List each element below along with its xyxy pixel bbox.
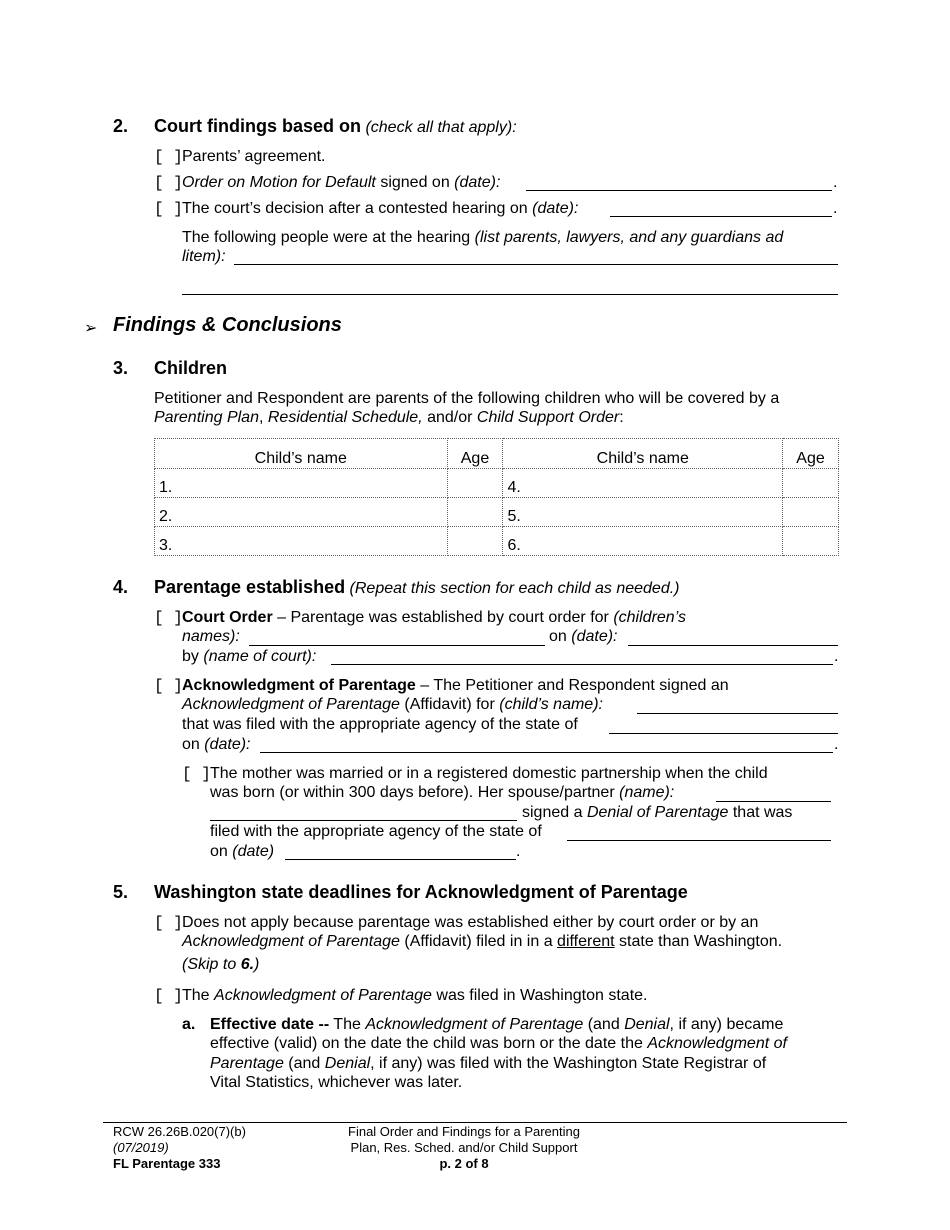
- checkbox-filed-in-wa[interactable]: [ ]: [154, 987, 183, 1005]
- default-order-date-line[interactable]: [526, 190, 832, 191]
- on-text: on: [210, 843, 228, 860]
- period: .: [834, 648, 839, 665]
- ack-italic: Acknowledgment of Parentage: [182, 696, 400, 713]
- spouse-text: was born (or within 300 days before). Her spouse/partner: [210, 784, 615, 801]
- parents-agreement-label: Parents’ agreement.: [182, 148, 326, 165]
- denial-state-line[interactable]: [567, 840, 831, 841]
- denial-italic: Denial: [324, 1055, 371, 1072]
- state-than-wa: state than Washington.: [619, 933, 783, 950]
- court-name-line[interactable]: [331, 664, 833, 665]
- footer-form-number: FL Parentage 333: [113, 1156, 221, 1171]
- court-name-label: (name of court):: [203, 648, 317, 665]
- ack-italic: Acknowledgment of Parentage: [365, 1016, 584, 1033]
- section-5-number: 5.: [113, 882, 129, 902]
- arrow-bullet-icon: ➢: [84, 320, 98, 337]
- section-4-heading: [154, 577, 680, 598]
- different-underlined: different: [557, 933, 615, 950]
- child-name-cell[interactable]: 3.: [155, 527, 448, 556]
- comma: ,: [258, 409, 264, 426]
- hearing-note-cont: litem):: [182, 248, 226, 265]
- by-text: by: [182, 648, 199, 665]
- mother-married-line1: The mother was married or in a registered domestic partnership when the child: [210, 765, 768, 782]
- date-label: (date):: [454, 174, 501, 191]
- column-header: Child’s name: [155, 439, 448, 469]
- section-4-note: (Repeat this section for each child as needed.): [349, 580, 680, 597]
- filed-in-wa-text: was filed in Washington state.: [436, 987, 648, 1004]
- on-text: on: [549, 628, 567, 645]
- effective-date-line4: Vital Statistics, whichever was later.: [210, 1074, 463, 1091]
- effective-text: effective (valid) on the date the child was born or the date the: [210, 1035, 643, 1052]
- table-row: [155, 469, 839, 498]
- section-5-title: Washington state deadlines for Acknowledgment of Parentage: [154, 882, 688, 902]
- children-table: [154, 438, 839, 556]
- ack-state-line[interactable]: [609, 733, 838, 734]
- checkbox-default-order[interactable]: [ ]: [154, 174, 183, 192]
- mother-married-line2: [210, 784, 674, 802]
- does-not-apply-line1: Does not apply because parentage was established either by court order or by an: [182, 914, 759, 931]
- court-order-text: – Parentage was established by court order for: [277, 609, 609, 626]
- ack-date-line[interactable]: [260, 752, 833, 753]
- registrar-text: , if any) was filed with the Washington State Registrar of: [370, 1055, 767, 1072]
- skip-to-text: [182, 956, 259, 974]
- denial-date-line[interactable]: [285, 859, 516, 860]
- signed-on-text: signed on: [380, 174, 450, 191]
- section-3-title: Children: [154, 358, 228, 378]
- signed-a: signed a: [522, 804, 583, 821]
- affidavit-for: (Affidavit) for: [404, 696, 495, 713]
- ack-child-name-line[interactable]: [637, 713, 838, 714]
- hearing-attendees-line-1[interactable]: [234, 264, 838, 265]
- that-was: that was: [732, 804, 793, 821]
- item-a-letter: a.: [182, 1016, 196, 1033]
- effective-date-line3: [210, 1055, 766, 1073]
- section-2-number: 2.: [113, 116, 129, 136]
- children-paragraph-line2: [154, 409, 624, 427]
- child-name-cell[interactable]: 2.: [155, 498, 448, 527]
- by-court-label: [182, 648, 316, 666]
- date-label: (date):: [532, 200, 579, 217]
- checkbox-parents-agreement[interactable]: [ ]: [154, 148, 183, 166]
- column-header: Age: [783, 439, 839, 469]
- if-any-became: , if any) became: [669, 1016, 784, 1033]
- contested-hearing-date-line[interactable]: [610, 216, 832, 217]
- ack-of-italic: Acknowledgment of: [647, 1035, 787, 1052]
- ack-italic: Acknowledgment of Parentage: [182, 933, 400, 950]
- on-text: on: [182, 736, 200, 753]
- colon: :: [619, 409, 624, 426]
- ack-italic: Acknowledgment of Parentage: [214, 987, 432, 1004]
- skip-section-number: 6.: [240, 956, 255, 973]
- date-label: (date):: [204, 736, 251, 753]
- close-paren: ): [254, 956, 260, 973]
- period: .: [833, 200, 838, 217]
- checkbox-mother-married[interactable]: [ ]: [182, 765, 211, 783]
- ack-line1: [182, 677, 729, 695]
- child-name-cell[interactable]: 5.: [503, 498, 783, 527]
- section-3-number: 3.: [113, 358, 129, 378]
- child-age-cell[interactable]: [447, 527, 503, 556]
- child-age-cell[interactable]: [783, 498, 839, 527]
- footer-rule: [103, 1122, 847, 1123]
- findings-conclusions-heading: Findings & Conclusions: [113, 314, 342, 336]
- hearing-note: (list parents, lawyers, and any guardians ad: [474, 229, 784, 246]
- child-support-order: Child Support Order: [476, 409, 620, 426]
- footer-title-line1: Final Order and Findings for a Parenting: [348, 1124, 580, 1139]
- parenting-plan: Parenting Plan: [154, 409, 259, 426]
- child-name-label: (child’s name):: [499, 696, 603, 713]
- period: .: [516, 843, 521, 860]
- ack-filed-state: that was filed with the appropriate agency of the state of: [182, 716, 578, 733]
- parentage-italic: Parentage: [210, 1055, 284, 1072]
- ack-bold: Acknowledgment of Parentage: [182, 677, 416, 694]
- effective-date-line2: [210, 1035, 787, 1053]
- table-row: [155, 527, 839, 556]
- table-header-row: [155, 439, 839, 469]
- denial-signed-text: [522, 804, 792, 822]
- child-age-cell[interactable]: [783, 469, 839, 498]
- spouse-name-line-1[interactable]: [716, 801, 831, 802]
- default-order-label: [182, 174, 500, 192]
- hearing-attendees-line-2[interactable]: [182, 294, 838, 295]
- spouse-name-line-2[interactable]: [210, 820, 517, 821]
- children-names-line[interactable]: [249, 645, 545, 646]
- effective-date-line1: [210, 1016, 783, 1034]
- child-name-cell[interactable]: 4.: [503, 469, 783, 498]
- footer-title-line2: Plan, Res. Sched. and/or Child Support: [350, 1140, 578, 1155]
- ack-line2: [182, 696, 603, 714]
- column-header: Age: [447, 439, 503, 469]
- date-label: (date):: [571, 628, 618, 645]
- footer-revision-date: (07/2019): [113, 1140, 169, 1155]
- ack-on-date: [182, 736, 251, 754]
- names-label: names):: [182, 628, 240, 645]
- court-order-date-line[interactable]: [628, 645, 838, 646]
- section-2-title: Court findings based on: [154, 116, 361, 136]
- does-not-apply-line2: [182, 933, 782, 951]
- checkbox-court-order[interactable]: [ ]: [154, 609, 183, 627]
- name-label: (name):: [619, 784, 675, 801]
- section-4-number: 4.: [113, 577, 129, 597]
- filed-in-wa-label: [182, 987, 647, 1005]
- skip-to: (Skip to: [182, 956, 237, 973]
- children-paragraph-line1: Petitioner and Respondent are parents of the following children who will be covered by a: [154, 390, 780, 407]
- default-order-title: Order on Motion for Default: [182, 174, 376, 191]
- section-2-heading: [154, 116, 517, 137]
- footer-rcw: RCW 26.26B.020(7)(b): [113, 1124, 246, 1139]
- hearing-text: The following people were at the hearing: [182, 229, 471, 246]
- contested-hearing-text: The court’s decision after a contested hearing on: [182, 200, 528, 217]
- contested-hearing-label: [182, 200, 578, 218]
- footer-page-number: p. 2 of 8: [439, 1156, 489, 1171]
- denial-of-parentage: Denial of Parentage: [586, 804, 729, 821]
- date-label: (date): [232, 843, 275, 860]
- ack-text: – The Petitioner and Respondent signed an: [420, 677, 729, 694]
- child-age-cell[interactable]: [447, 498, 503, 527]
- hearing-attendees-text: [182, 229, 783, 247]
- the-text: The: [182, 987, 210, 1004]
- column-header: Child’s name: [503, 439, 783, 469]
- child-age-cell[interactable]: [783, 527, 839, 556]
- checkbox-does-not-apply[interactable]: [ ]: [154, 914, 183, 932]
- residential-schedule: Residential Schedule,: [267, 409, 423, 426]
- court-order-line1: [182, 609, 686, 627]
- child-name-cell[interactable]: 1.: [155, 469, 448, 498]
- court-order-bold: Court Order: [182, 609, 273, 626]
- denial-italic: Denial: [624, 1016, 670, 1033]
- on-date-label: [549, 628, 618, 646]
- denial-on-date: [210, 843, 274, 861]
- child-name-cell[interactable]: 6.: [503, 527, 783, 556]
- the-text: The: [333, 1016, 361, 1033]
- section-4-title: Parentage established: [154, 577, 346, 597]
- table-row: [155, 498, 839, 527]
- filed-in-text: (Affidavit) filed in in a: [404, 933, 553, 950]
- and-paren: (and: [587, 1016, 620, 1033]
- checkbox-contested-hearing[interactable]: [ ]: [154, 200, 183, 218]
- and-or: and/or: [427, 409, 473, 426]
- child-age-cell[interactable]: [447, 469, 503, 498]
- section-2-note: (check all that apply):: [365, 119, 517, 136]
- effective-date-bold: Effective date --: [210, 1016, 330, 1033]
- checkbox-acknowledgment[interactable]: [ ]: [154, 677, 183, 695]
- period: .: [834, 736, 839, 753]
- childrens-label: (children’s: [613, 609, 686, 626]
- period: .: [833, 174, 838, 191]
- denial-filed-state: filed with the appropriate agency of the state of: [210, 823, 542, 840]
- and-paren: (and: [288, 1055, 321, 1072]
